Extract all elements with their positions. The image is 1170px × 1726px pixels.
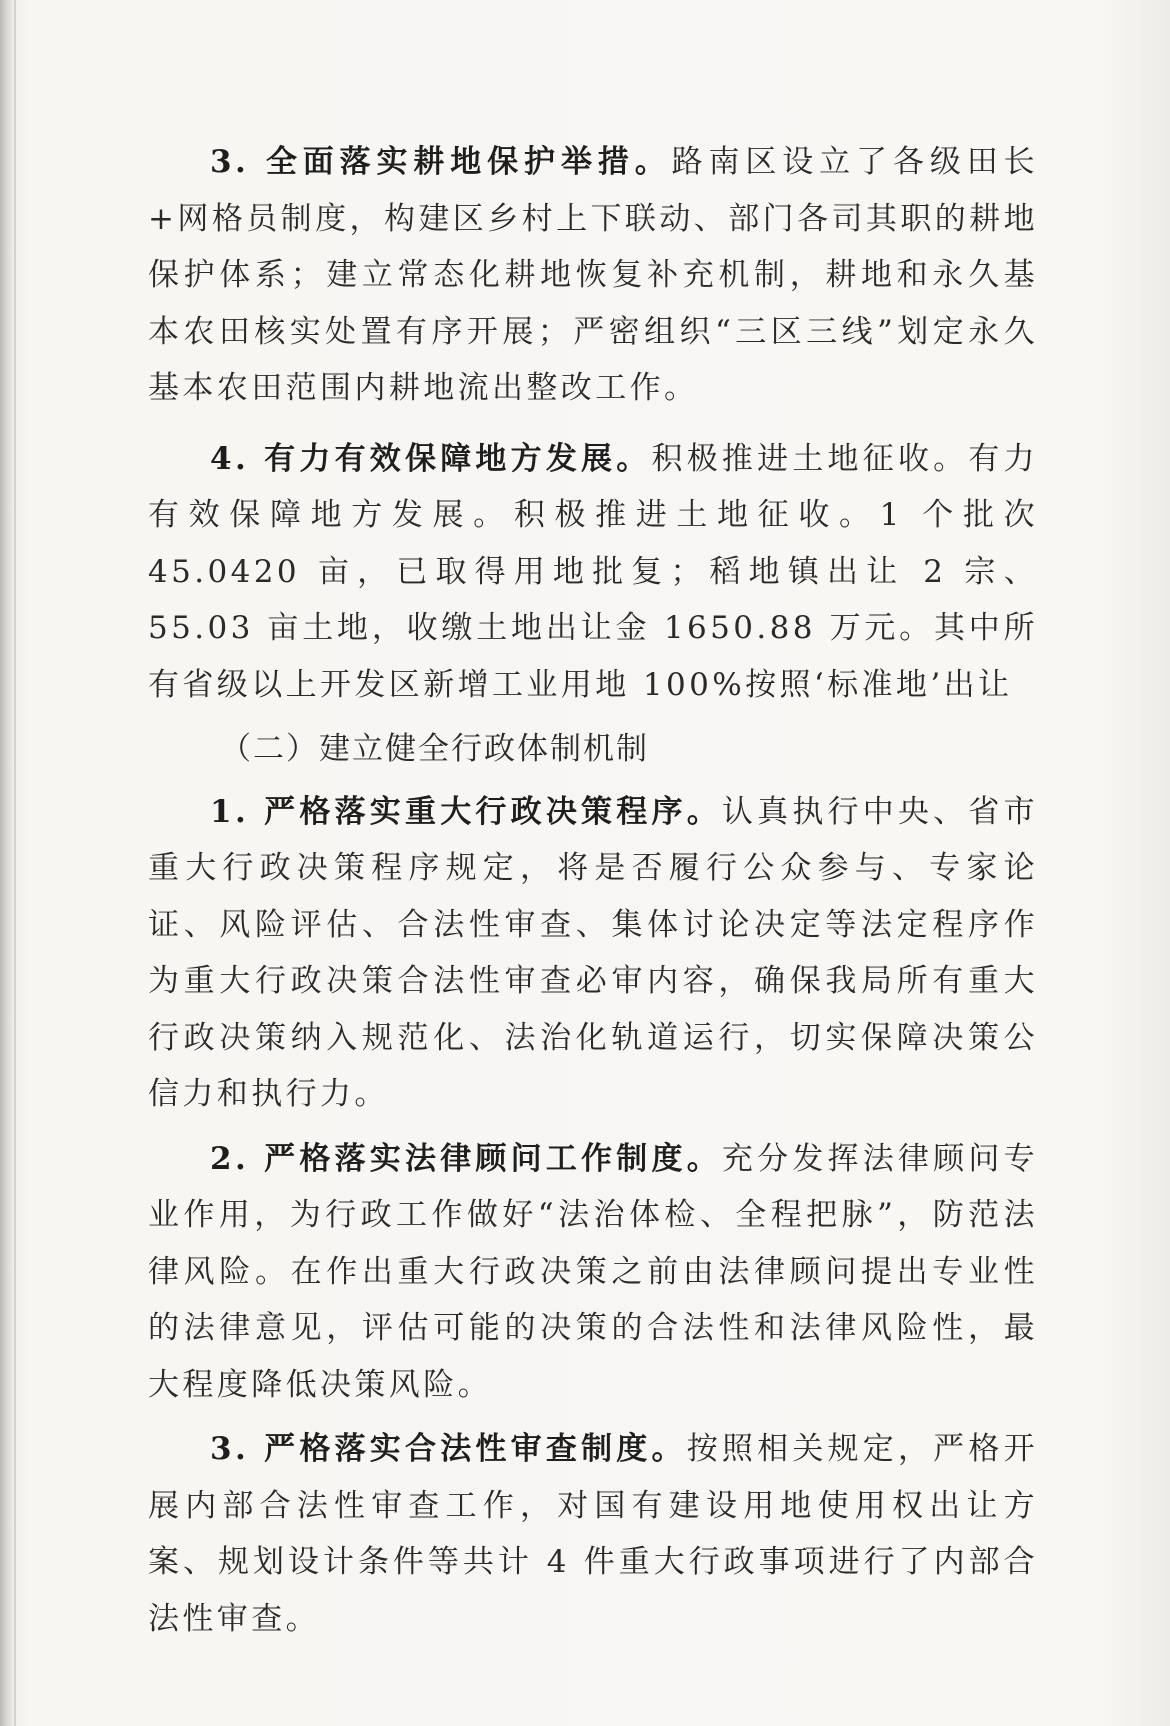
paragraph-local-development — [148, 431, 1038, 714]
paragraph-lead: 3. 全面落实耕地保护举措。 — [210, 144, 672, 180]
paragraph-text: 按照相关规定，严格开展内部合法性审查工作，对国有建设用地使用权出让方案、规划设计条件等共计 4 件重大行政事项进行了内部合法性审查。 — [148, 1431, 1039, 1637]
page-binding-edge — [0, 0, 14, 1726]
paragraph-lead: 4. 有力有效保障地方发展。 — [210, 440, 652, 477]
paragraph-text: 认真执行中央、省市重大行政决策程序规定，将是否履行公众参与、专家论证、风险评估、合法性审查、集体讨论决定等法定程序作为重大行政决策合法性审查必审内容，确保我局所有重大行政决策纳入规范化、法治化轨道运行，切实保障决策公信力和执行力。 — [148, 793, 1038, 1112]
paragraph-text: 积极推进土地征收。有力有效保障地方发展。积极推进土地征收。1 个批次 45.0420 亩，已取得用地批复；稻地镇出让 2 宗、55.03 亩土地，收缴土地出让金 1650.88 万元。其中所有省级以上开发区新增工业用地 100%按照‘标准地’出让 — [148, 440, 1038, 703]
scan-edge-line — [14, 0, 16, 1726]
paragraph-lead: 2. 严格落实法律顾问工作制度。 — [210, 1140, 722, 1177]
paragraph-lead: 3. 严格落实合法性审查制度。 — [210, 1431, 687, 1467]
paragraph-legal-counsel-system — [148, 1131, 1038, 1414]
paragraph-text: 充分发挥法律顾问专业作用，为行政工作做好“法治体检、全程把脉”，防范法律风险。在作出重大行政决策之前由法律顾问提出专业性的法律意见，评估可能的决策的合法性和法律风险性，最大程度降低决策风险。 — [148, 1140, 1038, 1403]
paragraph-lead: 1. 严格落实重大行政决策程序。 — [210, 793, 722, 830]
paragraph-farmland-protection — [148, 134, 1038, 417]
paragraph-text: 路南区设立了各级田长+网格员制度，构建区乡村上下联动、部门各司其职的耕地保护体系；建立常态化耕地恢复补充机制，耕地和永久基本农田核实处置有序开展；严密组织“三区三线”划定永久基本农田范围内耕地流出整改工作。 — [148, 144, 1038, 406]
paragraph-legality-review-system — [148, 1421, 1038, 1647]
section-heading: （二）建立健全行政体制机制 — [220, 731, 649, 767]
paragraph-major-decision-procedure — [148, 784, 1038, 1123]
document-body — [148, 134, 1038, 1647]
